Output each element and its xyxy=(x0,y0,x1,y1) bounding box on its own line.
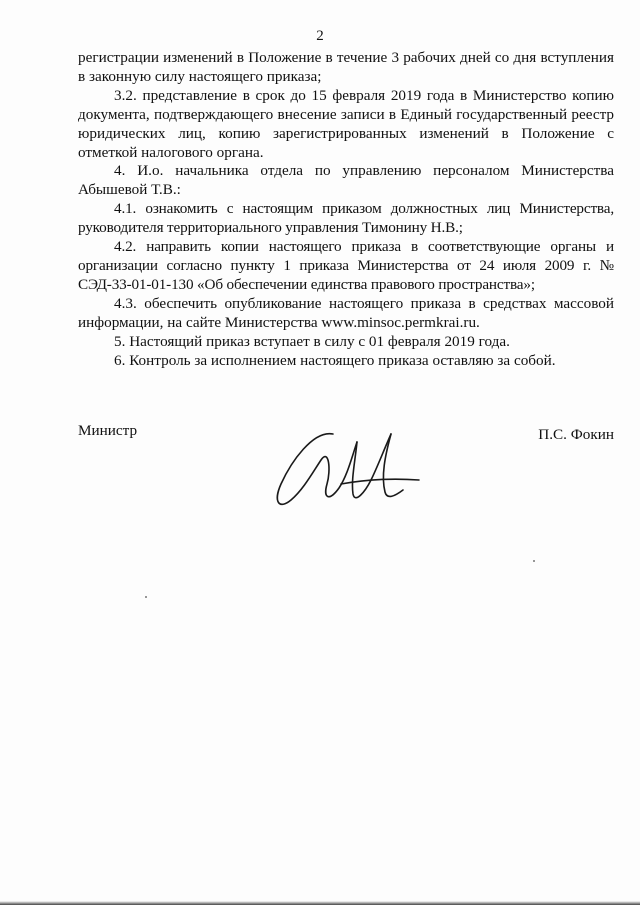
scan-speck xyxy=(533,560,535,562)
handwritten-signature xyxy=(273,422,423,517)
document-body xyxy=(78,49,614,370)
paragraph-6: 6. Контроль за исполнением настоящего приказа оставляю за собой. xyxy=(114,351,556,369)
paragraph-4-2: 4.2. направить копии настоящего приказа в соответствующие органы и организации согласно пункту 1 приказа Министерства от 24 июля 2009 г. № СЭД-33-01-01-130 «Об обеспечении единства правового пространства»; xyxy=(78,238,614,293)
paragraph-5: 5. Настоящий приказ вступает в силу с 01 февраля 2019 года. xyxy=(114,332,510,350)
scan-speck xyxy=(145,596,147,598)
signatory-name: П.С. Фокин xyxy=(538,426,614,443)
paragraph-4: 4. И.о. начальника отдела по управлению персоналом Министерства Абышевой Т.В.: xyxy=(78,162,614,199)
paragraph-3-1-continuation: регистрации изменений в Положение в течение 3 рабочих дней со дня вступления в законную силу настоящего приказа; xyxy=(78,49,614,85)
paragraph-4-1: 4.1. ознакомить с настоящим приказом должностных лиц Министерства, руководителя территориального управления Тимонину Н.В.; xyxy=(78,200,614,237)
signature-block xyxy=(78,422,614,532)
page-number: 2 xyxy=(316,28,324,44)
signatory-title: Министр xyxy=(78,422,138,439)
scan-bottom-edge xyxy=(0,901,640,905)
paragraph-3-2: 3.2. представление в срок до 15 февраля 2019 года в Министерство копию документа, подтверждающего внесение записи в Единый государственный реестр юридических лиц, копию зарегистрированных изменений в Положение с отметкой налогового органа. xyxy=(78,86,614,161)
paragraph-4-3: 4.3. обеспечить опубликование настоящего приказа в средствах массовой информации, на сайте Министерства www.minsoc.permkrai.ru. xyxy=(78,294,614,331)
